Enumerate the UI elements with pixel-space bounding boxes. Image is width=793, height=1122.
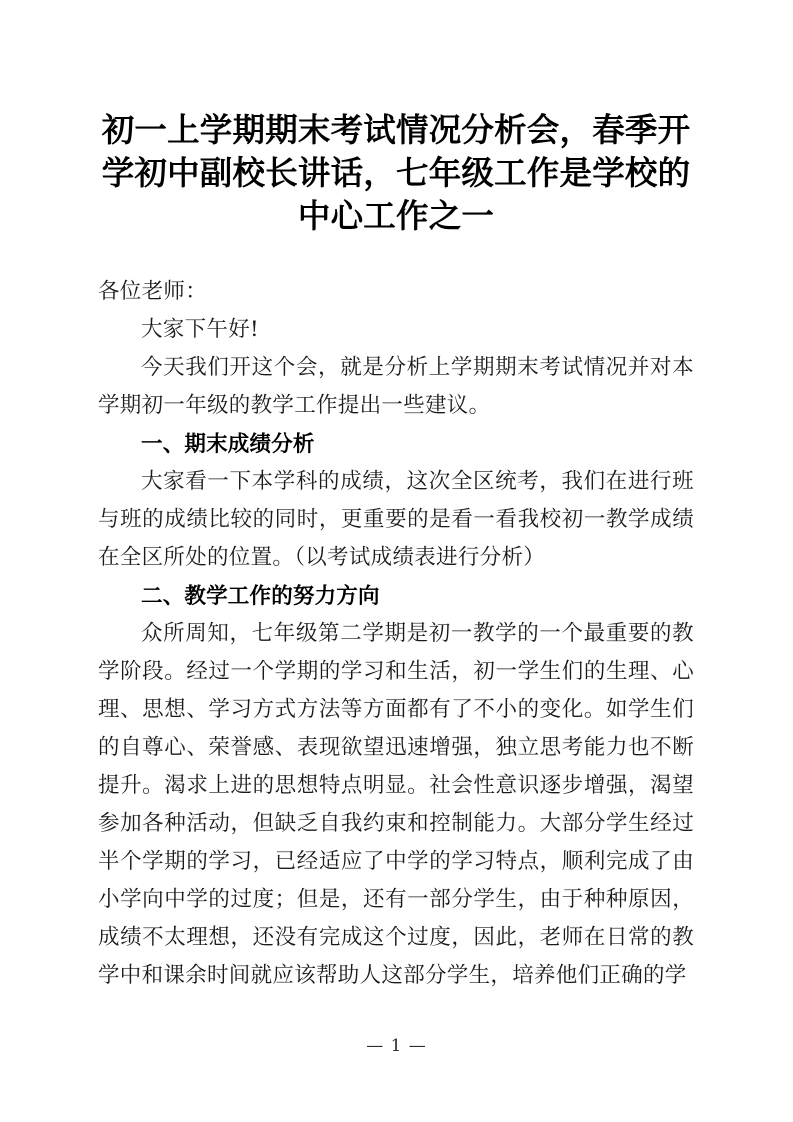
page-content [98, 0, 694, 995]
section-heading-one: 一、期末成绩分析 [141, 432, 315, 456]
document-body [98, 273, 694, 995]
paragraph-greeting: 大家下午好! [141, 317, 259, 342]
paragraph-purpose: 今天我们开这个会，就是分析上学期期末考试情况并对本学期初一年级的教学工作提出一些建议。 [98, 355, 694, 418]
paragraph-teaching-direction: 众所周知，七年级第二学期是初一教学的一个最重要的教学阶段。经过一个学期的学习和生活，初一学生们的生理、心理、思想、学习方式方法等方面都有了不小的变化。如学生们的自尊心、荣誉感、表现欲望迅速增强，独立思考能力也不断提升。渴求上进的思想特点明显。社会性意识逐步增强，渴望参加各种活动，但缺乏自我约束和控制能力。大部分学生经过半个学期的学习，已经适应了中学的学习特点，顺利完成了由小学向中学的过度；但是，还有一部分学生，由于种种原因，成绩不太理想，还没有完成这个过度，因此，老师在日常的教学中和课余时间就应该帮助人这部分学生，培养他们正确的学 [98, 621, 694, 988]
page-title: 初一上学期期末考试情况分析会，春季开学初中副校长讲话，七年级工作是学校的中心工作之一 [101, 110, 691, 235]
section-heading-two: 二、教学工作的努力方向 [141, 584, 380, 608]
paragraph-score-analysis: 大家看一下本学科的成绩，这次全区统考，我们在进行班与班的成绩比较的同时，更重要的是看一看我校初一教学成绩在全区所处的位置。（以考试成绩表进行分析） [98, 469, 694, 570]
paragraph-salutation: 各位老师： [98, 279, 208, 304]
page-number-footer: — 1 — [366, 1036, 427, 1056]
